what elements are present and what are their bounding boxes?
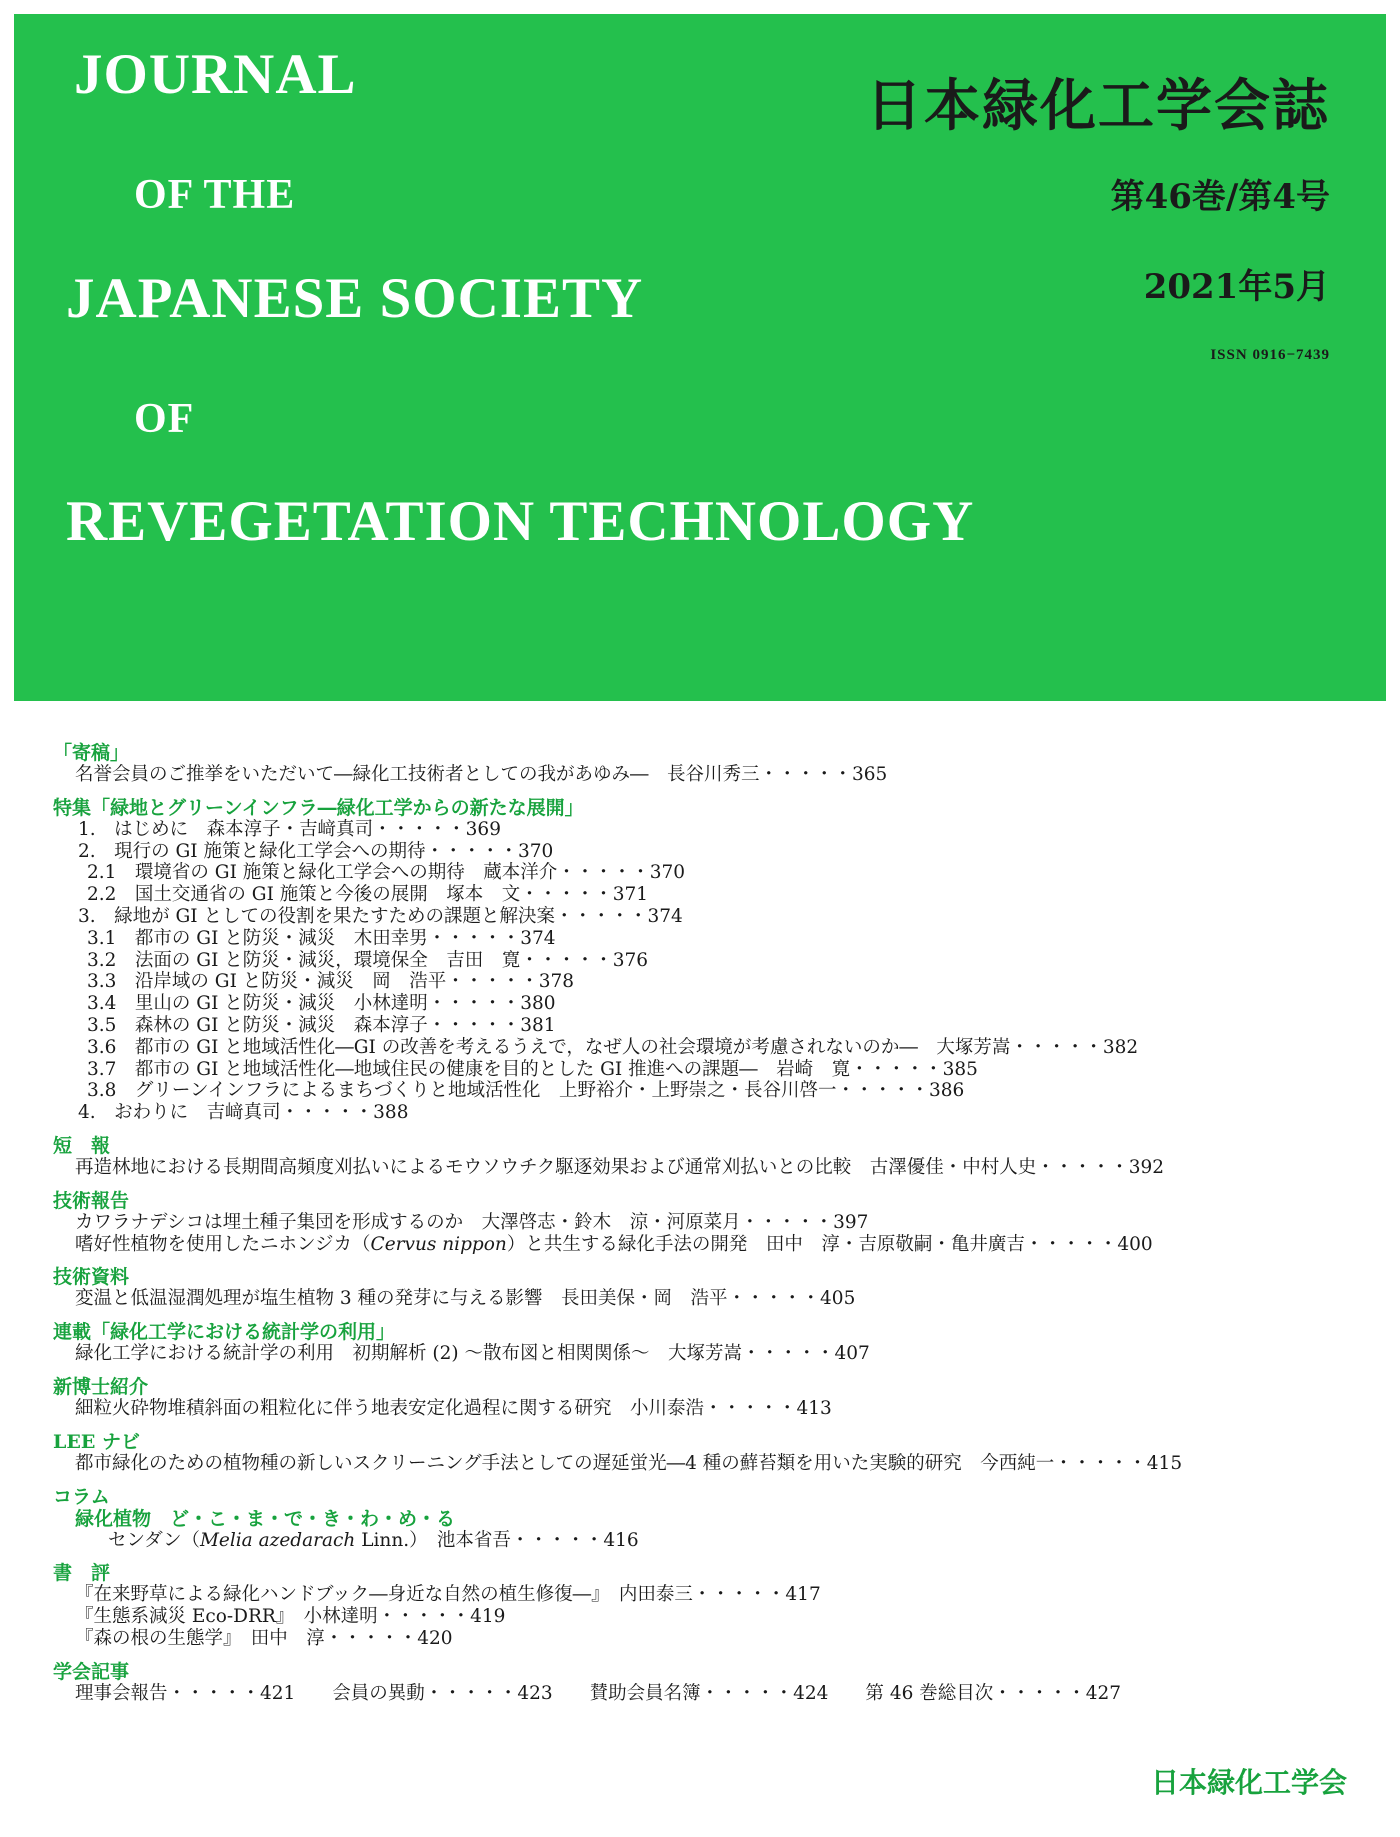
toc-entry: 『森の根の生態学』 田中 淳・・・・・420 [75,1627,453,1649]
toc-entry: 3.6 都市の GI と地域活性化―GI の改善を考えるうえで，なぜ人の社会環境が考慮されないのか― 大塚芳嵩・・・・・382 [87,1036,1139,1058]
section-heading: 短 報 [53,1134,111,1157]
toc-entry [53,1530,1353,1552]
publisher-name: 日本緑化工学会 [1150,1766,1347,1799]
toc-section-short-report [53,1135,1353,1179]
toc-entry: 細粒火砕物堆積斜面の粗粒化に伴う地表安定化過程に関する研究 小川泰浩・・・・・413 [75,1397,832,1419]
toc-section-technical-data [53,1266,1353,1310]
entry-text: Linn.） 池本省吾・・・・・416 [355,1529,639,1551]
section-heading: 書 評 [53,1562,111,1585]
toc-section-lee-navi [53,1431,1353,1475]
toc-entry: 3.8 グリーンインフラによるまちづくりと地域活性化 上野裕介・上野崇之・長谷川啓一・・・・・386 [87,1080,965,1102]
issn: ISSN 0916−7439 [1210,347,1330,363]
section-heading: 学会記事 [53,1660,130,1683]
section-heading: 連載「緑化工学における統計学の利用」 [53,1321,396,1344]
toc-entry: 3.4 里山の GI と防災・減災 小林達明・・・・・380 [87,993,556,1015]
toc-entry: 3. 緑地が GI としての役割を果たすための課題と解決案・・・・・374 [78,905,683,927]
journal-title-line-2: OF THE [134,172,296,218]
toc-entry: 名誉会員のご推挙をいただいて―緑化工技術者としての我があゆみ― 長谷川秀三・・・・・365 [75,764,888,785]
toc-entry: 再造林地における長期間高頻度刈払いによるモウソウチク駆逐効果および通常刈払いとの比較 古澤優佳・中村人史・・・・・392 [75,1156,1165,1178]
toc-entry: 『生態系減災 Eco-DRR』 小林達明・・・・・419 [75,1606,506,1628]
toc-section-society-news [53,1661,1353,1705]
toc-entry: 3.5 森林の GI と防災・減災 森本淳子・・・・・381 [87,1014,556,1036]
toc-entry: 緑化工学における統計学の利用 初期解析 (2) ～散布図と相関関係～ 大塚芳嵩・・・・・407 [75,1343,870,1365]
toc-entry: 2. 現行の GI 施策と緑化工学会への期待・・・・・370 [78,840,554,862]
section-heading: 技術報告 [53,1189,130,1212]
species-name: Melia azedarach [199,1529,356,1551]
toc-entry: 3.2 法面の GI と防災・減災，環境保全 吉田 寛・・・・・376 [87,949,649,971]
toc-entry: 『在来野草による緑化ハンドブック―身近な自然の植生修復―』 内田泰三・・・・・417 [75,1584,821,1606]
toc-entry: 3.7 都市の GI と地域活性化―地域住民の健康を目的とした GI 推進への課題― 岩崎 寛・・・・・385 [87,1058,978,1080]
issue-date: 2021年5月 [1143,267,1330,307]
entry-text: ）と共生する緑化手法の開発 田中 淳・吉原敬嗣・亀井廣吉・・・・・400 [506,1233,1153,1255]
journal-title-line-5: REVEGETATION TECHNOLOGY [66,490,975,553]
section-heading: コラム [53,1485,110,1508]
toc-section-book-review [53,1562,1353,1649]
toc-entry [53,1234,1353,1256]
toc-section-contribution [53,742,1353,786]
toc-entry: 変温と低温湿潤処理が塩生植物 3 種の発芽に与える影響 長田美保・岡 浩平・・・・・405 [75,1288,856,1310]
toc-section-new-doctor [53,1376,1353,1420]
toc-entry: 2.2 国土交通省の GI 施策と今後の展開 塚本 文・・・・・371 [87,884,649,906]
cover-banner [14,14,1386,701]
toc-entry: 都市緑化のための植物種の新しいスクリーニング手法としての遅延蛍光―4 種の蘚苔類を用いた実験的研究 今西純一・・・・・415 [75,1452,1183,1474]
table-of-contents [53,742,1353,1716]
toc-entry: 理事会報告・・・・・421 会員の異動・・・・・423 賛助会員名簿・・・・・424 第 46 巻総目次・・・・・427 [75,1682,1122,1704]
toc-section-column [53,1486,1353,1552]
section-heading: 技術資料 [53,1266,130,1289]
toc-entry: 2.1 環境省の GI 施策と緑化工学会への期待 蔵本洋介・・・・・370 [87,862,686,884]
toc-section-series [53,1321,1353,1365]
toc-entry: 4. おわりに 吉﨑真司・・・・・388 [78,1102,409,1124]
section-heading: 「寄稿」 [53,742,130,764]
toc-section-technical-report [53,1190,1353,1256]
journal-title-line-4: OF [134,396,195,442]
toc-entry: 3.3 沿岸域の GI と防災・減災 岡 浩平・・・・・378 [87,971,575,993]
journal-title-line-1: JOURNAL [74,43,357,106]
section-heading: 特集「緑地とグリーンインフラ―緑化工学からの新たな展開」 [53,796,584,819]
toc-section-special-feature [53,797,1353,1124]
species-name: Cervus nippon [370,1233,507,1255]
journal-title-line-3: JAPANESE SOCIETY [66,267,644,330]
entry-text: 嗜好性植物を使用したニホンジカ（ [75,1233,371,1255]
toc-entry: 1. はじめに 森本淳子・吉﨑真司・・・・・369 [78,818,501,840]
entry-text: センダン（ [108,1529,200,1551]
journal-title-japanese: 日本緑化工学会誌 [866,73,1330,139]
section-heading: LEE ナビ [53,1430,140,1453]
section-heading: 新博士紹介 [53,1375,149,1398]
section-subheading: 緑化植物 ど・こ・ま・で・き・わ・め・る [75,1507,456,1530]
toc-entry: カワラナデシコは埋土種子集団を形成するのか 大澤啓志・鈴木 涼・河原菜月・・・・・397 [75,1211,869,1233]
toc-entry: 3.1 都市の GI と防災・減災 木田幸男・・・・・374 [87,927,556,949]
volume-issue: 第46巻/第4号 [1110,177,1330,217]
